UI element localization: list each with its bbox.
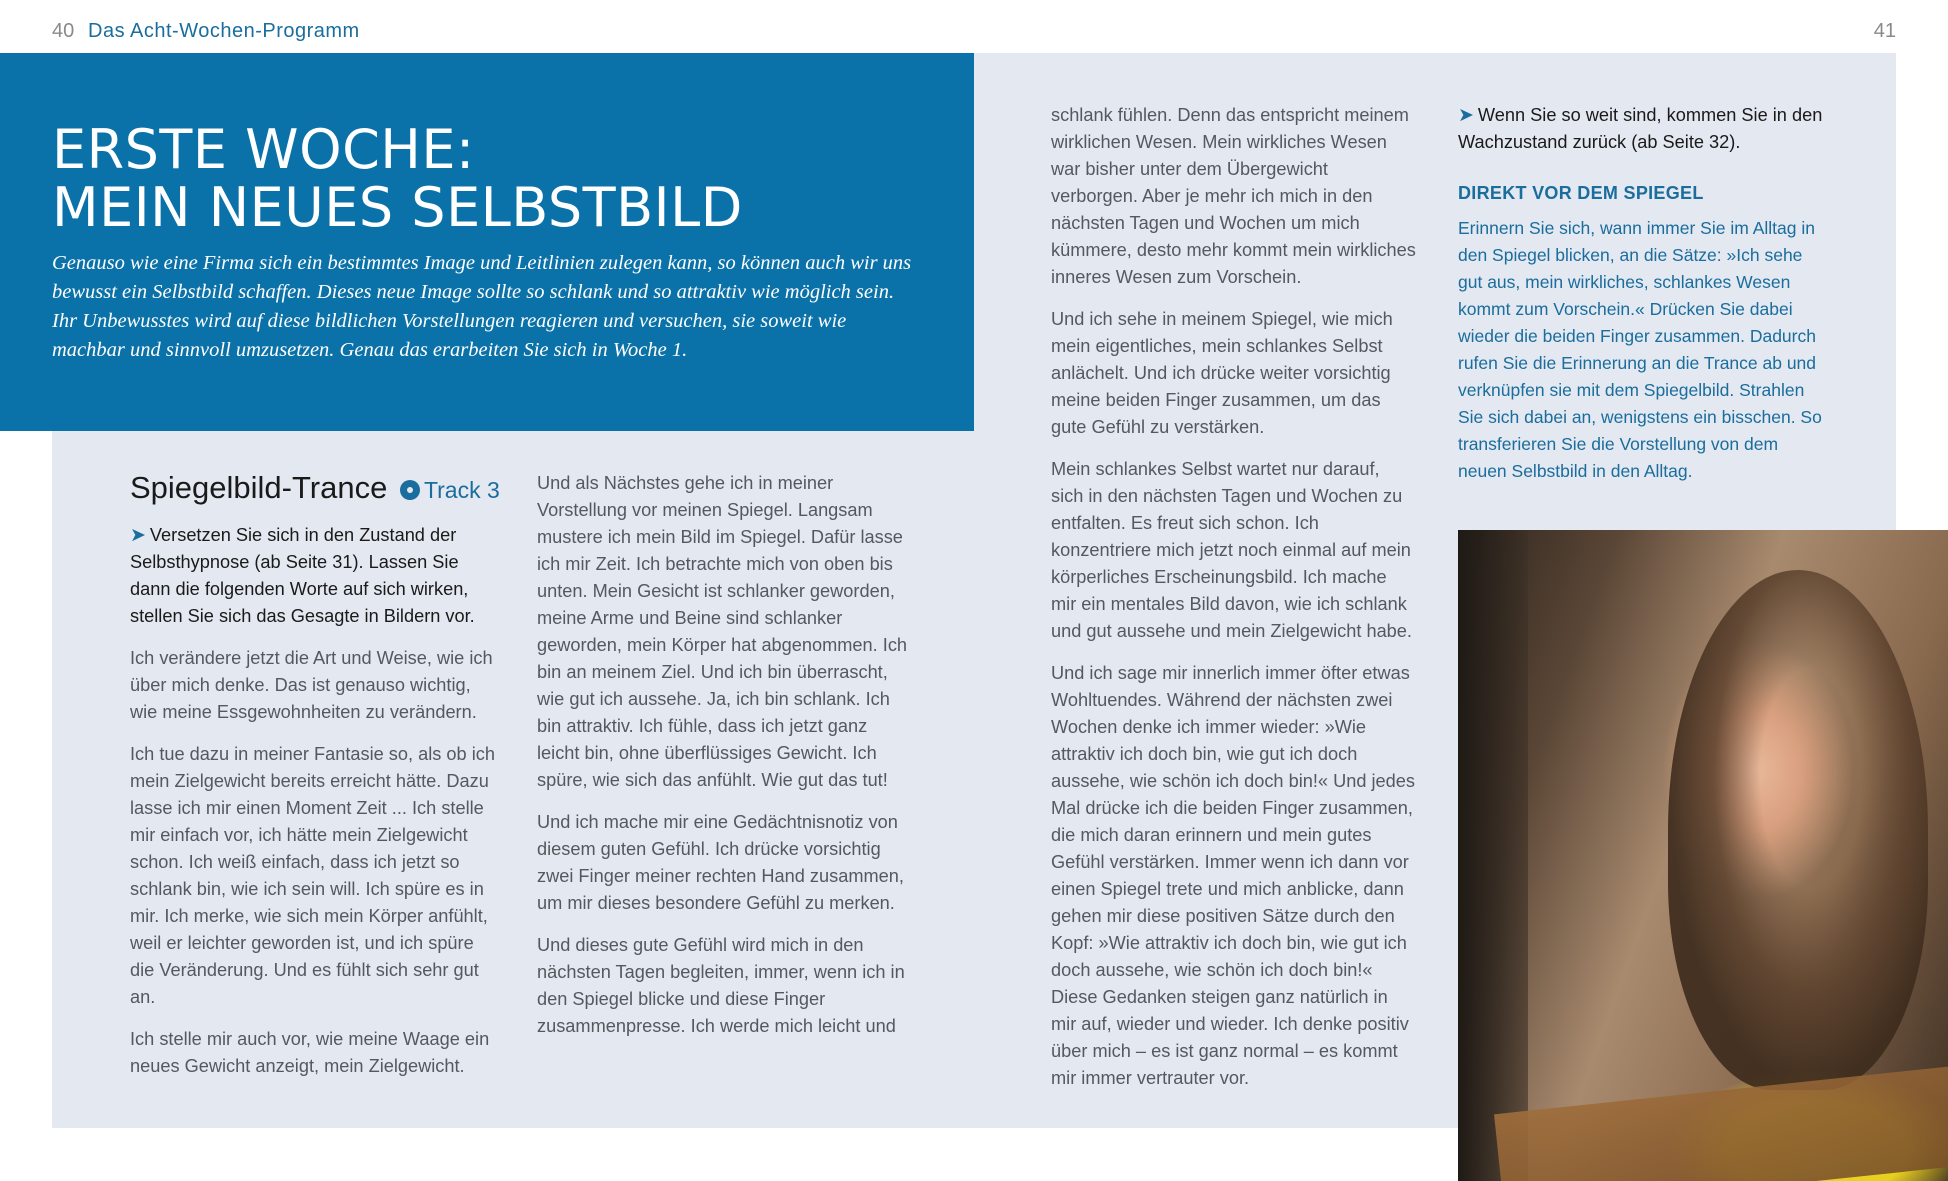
hero-banner (0, 53, 974, 431)
audio-track-icon (400, 480, 420, 500)
paragraph: Und ich sage mir innerlich immer öfter etwas Wohltuendes. Während der nächsten zwei Wochen denke ich immer wieder: »Wie attraktiv ich doch bin, wie gut ich doch aussehe, wie schön ich doch bin!« Und jedes Mal drücke ich die beiden Finger zusammen, die mich daran erinnern und mein gutes Gefühl verstärken. Immer wenn ich dann vor einen Spiegel trete und mich anblicke, dann gehen mir diese positiven Sätze durch den Kopf: »Wie attraktiv ich doch bin, wie gut ich doch aussehe, wie schön ich doch bin!« Diese Gedanken steigen ganz natürlich in mir auf, wieder und wieder. Ich denke positiv über mich – es ist ganz normal – es kommt mir immer vertrauter vor. (1051, 663, 1415, 1088)
instruction (130, 522, 500, 630)
paragraph: Und dieses gute Gefühl wird mich in den nächsten Tagen begleiten, immer, wenn ich in den Spiegel blicke und diese Finger zusammenpresse. Ich werde mich leicht und (537, 935, 905, 1036)
title-line-1: ERSTE WOCHE: (52, 118, 475, 181)
column-3 (1051, 102, 1416, 1107)
section-title (130, 470, 500, 508)
paragraph: Und als Nächstes gehe ich in meiner Vorstellung vor meinen Spiegel. Langsam mustere ich mein Bild im Spiegel. Dafür lasse ich mir Zeit. Ich betrachte mich von oben bis unten. Mein Gesicht ist schlanker geworden, meine Arme und Beine sind schlanker geworden, mein Körper hat abgenommen. Ich bin an meinem Ziel. Und ich bin überrascht, wie gut ich aussehe. Ja, ich bin schlank. Ich bin attraktiv. Ich fühle, dass ich jetzt ganz leicht bin, ohne überflüssiges Gewicht. Ich spüre, wie sich das anfühlt. Wie gut das tut! (537, 473, 908, 790)
wake-instruction-text: Wenn Sie so weit sind, kommen Sie in den Wachzustand zurück (ab Seite 32). (1458, 105, 1823, 152)
sidebar-title: DIREKT VOR DEM SPIEGEL (1458, 183, 1704, 203)
paragraph: Und ich sehe in meinem Spiegel, wie mich mein eigentliches, mein schlankes Selbst anlächelt. Und ich drücke weiter vorsichtig meine beiden Finger zusammen, um das gute Gefühl zu verstärken. (1051, 309, 1393, 437)
track-label: Track 3 (423, 477, 500, 503)
intro-text: Genauso wie eine Firma sich ein bestimmtes Image und Leitlinien zulegen kann, so können auch wir uns bewusst ein Selbstbild schaffen. Dieses neue Image sollte so schlank und so attraktiv wie möglich sein. Ihr Unbewusstes wird auf diese bildlichen Vorstellungen reagieren und versuchen, sie soweit wie machbar und sinnvoll umzusetzen. Genau das erarbeiten Sie sich in Woche 1. (52, 252, 912, 361)
chapter-title: Das Acht-Wochen-Programm (88, 20, 360, 42)
page-title (52, 118, 743, 239)
mirror-edge (1494, 1066, 1948, 1181)
column-1 (130, 470, 500, 1095)
paragraph: Mein schlankes Selbst wartet nur darauf, sich in den nächsten Tagen und Wochen zu entfalten. Es freut sich schon. Ich konzentriere mich jetzt noch einmal auf mein körperliches Erscheinungsbild. Ich mache mir ein mentales Bild davon, wie ich schlank und gut aussehe und mein Zielgewicht habe. (1051, 459, 1412, 641)
woman-mirror-photo (1458, 530, 1948, 1181)
right-page-number: 41 (1873, 20, 1896, 42)
column-4 (1458, 102, 1828, 500)
column-2 (537, 470, 909, 1055)
paragraph: Ich stelle mir auch vor, wie meine Waage ein neues Gewicht anzeigt, mein Zielgewicht. (130, 1029, 490, 1076)
paragraph: schlank fühlen. Denn das entspricht meinem wirklichen Wesen. Mein wirkliches Wesen war bisher unter dem Übergewicht verborgen. Aber je mehr ich mich in den nächsten Tagen und Wochen um mich kümmere, desto mehr kommt mein wirkliches inneres Wesen zum Vorschein. (1051, 105, 1416, 287)
section-title-text: Spiegelbild-Trance (130, 470, 388, 505)
sidebar-text: Erinnern Sie sich, wann immer Sie im Alltag in den Spiegel blicken, an die Sätze: »Ich sehe gut aus, mein wirkliches, schlankes Wesen kommt zum Vorschein.« Drücken Sie dabei wieder die beiden Finger zusammen. Dadurch rufen Sie die Erinnerung an die Trance ab und verknüpfen sie mit dem Spiegelbild. Strahlen Sie sich dabei an, wenigstens ein bisschen. So transferieren Sie die Vorstellung von dem neuen Selbstbild in den Alltag. (1458, 218, 1822, 481)
arrow-icon: ➤ (130, 525, 146, 546)
instruction-text: Versetzen Sie sich in den Zustand der Selbsthypnose (ab Seite 31). Lassen Sie dann die folgenden Worte auf sich wirken, stellen Sie sich das Gesagte in Bildern vor. (130, 525, 475, 626)
paragraph: Ich tue dazu in meiner Fantasie so, als ob ich mein Zielgewicht bereits erreicht hätte. Dazu lasse ich mir einen Moment Zeit ... Ich stelle mir einfach vor, ich hätte mein Zielgewicht schon. Ich weiß einfach, dass ich jetzt so schlank bin, wie ich sein will. Ich spüre es in mir. Ich merke, wie sich mein Körper anfühlt, weil er leichter geworden ist, und ich spüre die Veränderung. Und es fühlt sich sehr gut an. (130, 744, 495, 1007)
mirror-frame-shadow (1458, 530, 1528, 1181)
title-line-2: MEIN NEUES SELBSTBILD (52, 176, 743, 239)
paragraph: Ich verändere jetzt die Art und Weise, wie ich über mich denke. Das ist genauso wichtig, wie meine Essgewohnheiten zu verändern. (130, 648, 493, 722)
wake-instruction (1458, 102, 1828, 156)
paragraph: Und ich mache mir eine Gedächtnisnotiz von diesem guten Gefühl. Ich drücke vorsichtig zwei Finger meiner rechten Hand zusammen, um mir dieses besondere Gefühl zu merken. (537, 812, 904, 913)
arrow-icon: ➤ (1458, 105, 1474, 126)
hair-shape (1668, 570, 1928, 1090)
left-page-number: 40 (52, 20, 75, 42)
